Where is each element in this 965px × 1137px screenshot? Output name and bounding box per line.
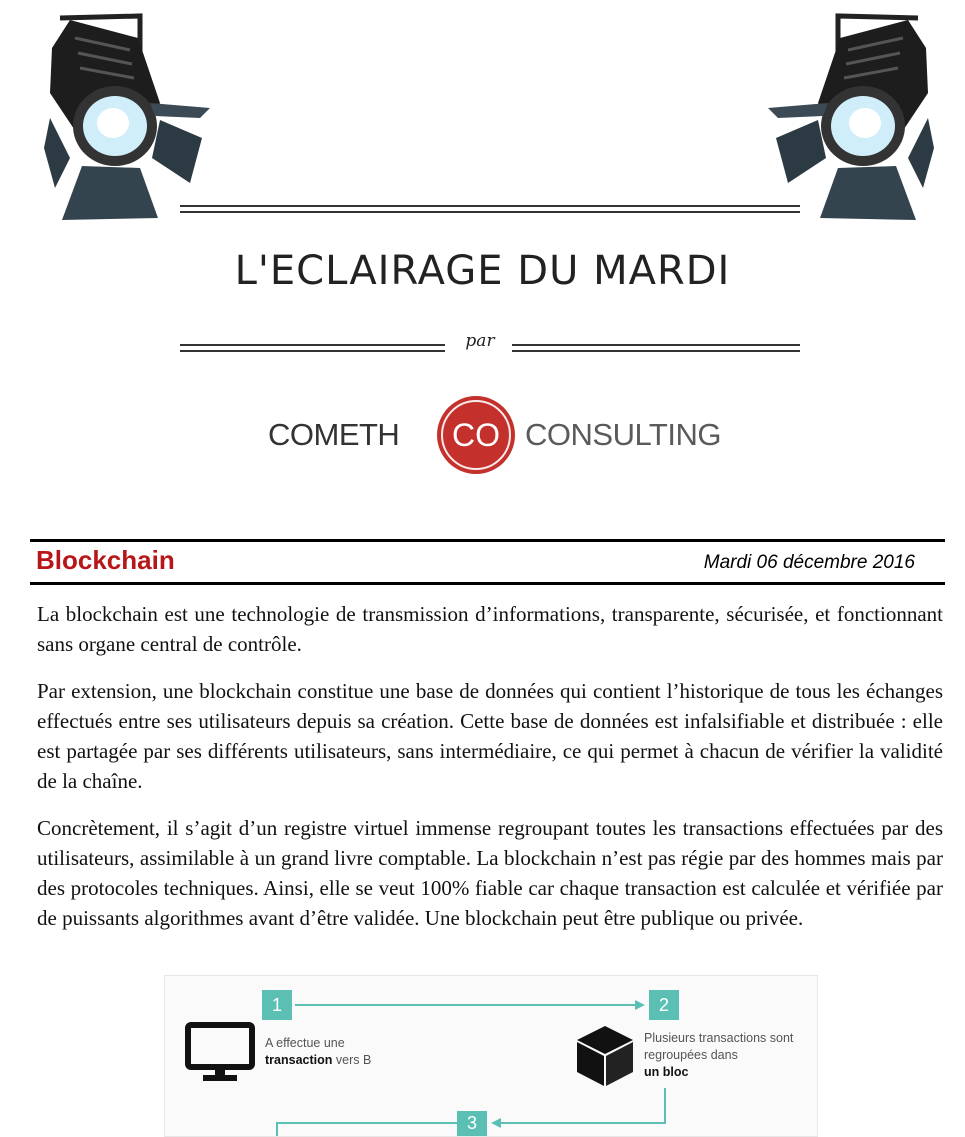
article-paragraph: Par extension, une blockchain constitue une base de données qui contient l’historique de tous les échanges effectués entre ses utilisateurs depuis sa création. Cette base de données est infalsifiable et distribuée : elle est partagée par ses différents utilisateurs, sans intermédiaire, ce qui permet à chacun de vérifier la validité de la chaîne. <box>37 679 943 793</box>
article-date: Mardi 06 décembre 2016 <box>703 552 915 573</box>
article-body <box>37 599 943 950</box>
header-top-rule <box>180 205 800 213</box>
par-rule-left <box>180 344 445 352</box>
article-paragraph: La blockchain est une technologie de transmission d’informations, transparente, sécurisée, et fonctionnant sans organe central de contrôle. <box>37 602 943 656</box>
par-label: par <box>465 331 495 351</box>
step-2-caption-bold: un bloc <box>644 1065 689 1079</box>
article-title-bar <box>30 539 945 585</box>
monitor-icon <box>185 1022 257 1084</box>
blockchain-diagram <box>164 975 818 1137</box>
step-1-caption <box>265 1035 415 1069</box>
step-1-caption-tail: vers B <box>332 1053 372 1067</box>
article-paragraph: Concrètement, il s’agit d’un registre virtuel immense regroupant toutes les transactions effectuées par des utilisateurs, assimilable à un grand livre comptable. La blockchain n’est pas régie par des hommes mais par des protocoles techniques. Ainsi, elle se veut 100% fiable car chaque transaction est calculée et vérifiée par de puissants algorithmes avant d’être validée. Une blockchain peut être publique ou privée. <box>37 816 943 930</box>
brand-logo-badge: CO <box>437 396 515 474</box>
step-number: 3 <box>457 1111 487 1136</box>
newsletter-headline: L'ECLAIRAGE DU MARDI <box>234 248 731 294</box>
brand-name-left: COMETH <box>268 417 400 452</box>
brand-name-right: CONSULTING <box>525 417 721 452</box>
stage-lamp-left-icon <box>40 8 210 223</box>
step-1-caption-bold: transaction <box>265 1053 333 1067</box>
step-1-caption-text: A effectue une <box>265 1036 345 1050</box>
article-title: Blockchain <box>36 545 175 575</box>
par-rule-right <box>512 344 800 352</box>
step-2-caption-text: Plusieurs transactions sont regroupées dans <box>644 1031 794 1062</box>
stage-lamp-right-icon <box>768 8 938 223</box>
step-number: 1 <box>262 990 292 1020</box>
cube-icon <box>575 1024 635 1088</box>
step-2-caption <box>644 1030 804 1081</box>
step-number: 2 <box>649 990 679 1020</box>
